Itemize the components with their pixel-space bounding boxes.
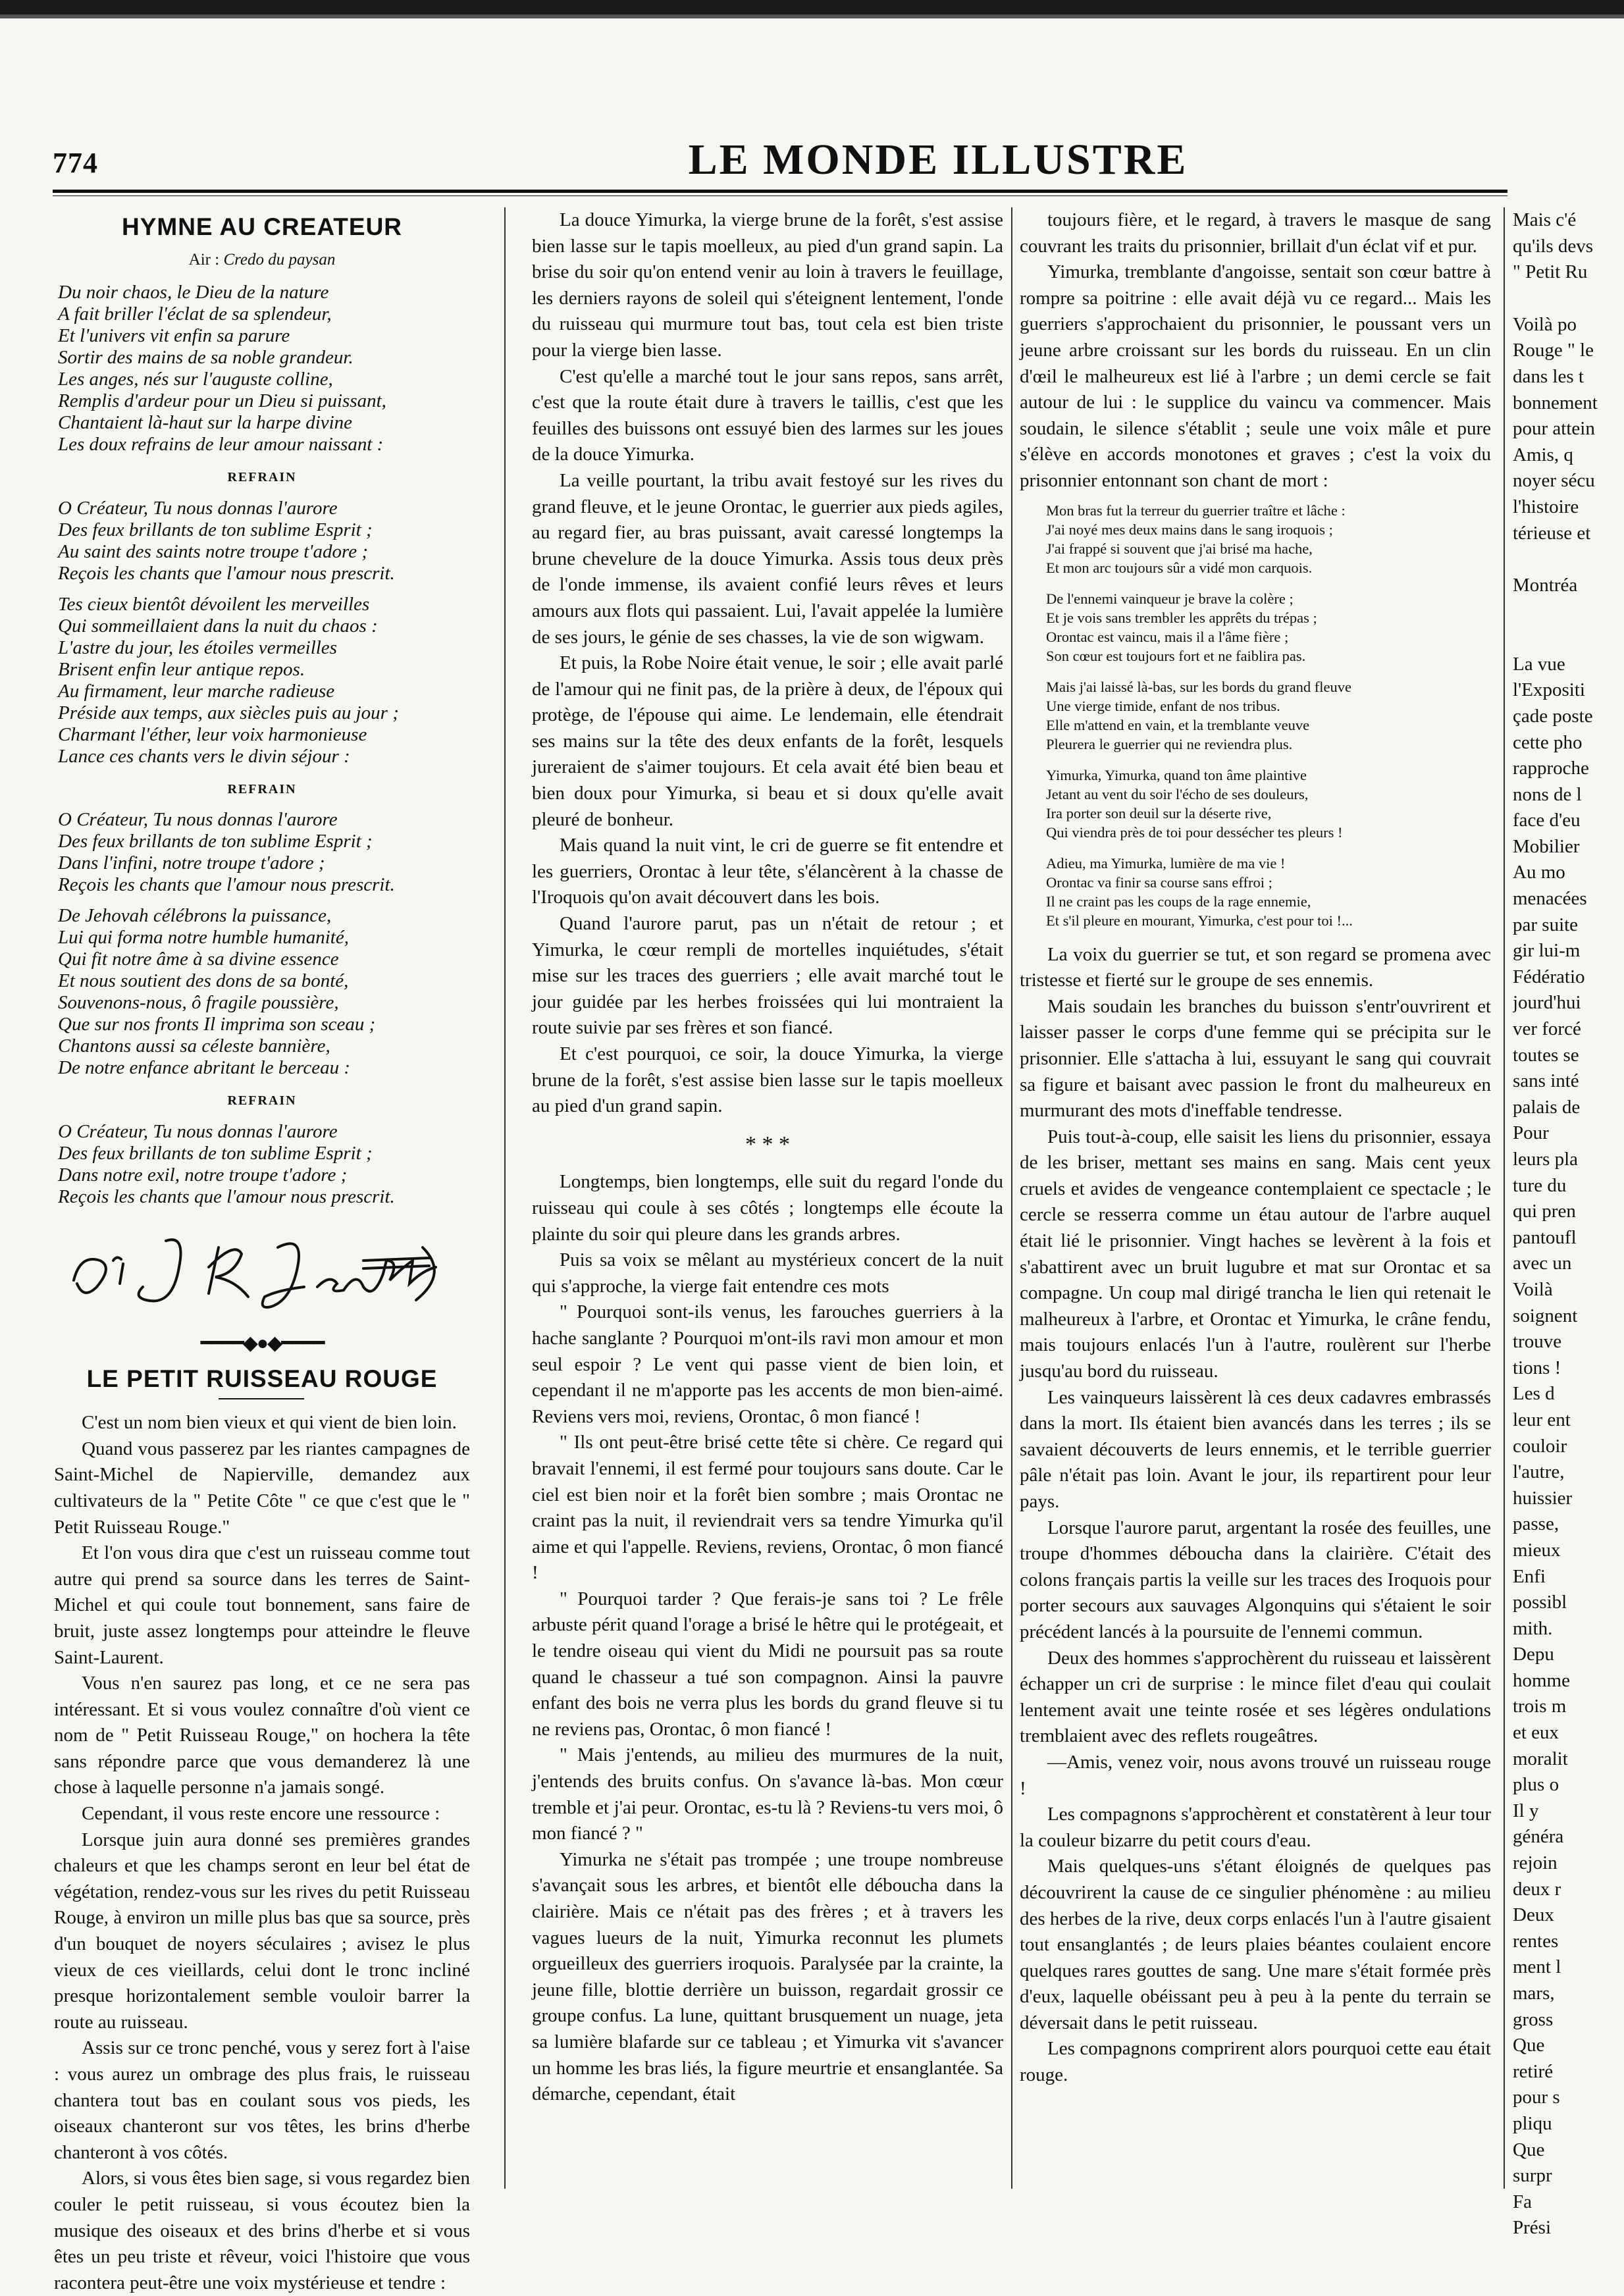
paragraph: Mais quelques-uns s'étant éloignés de quelques pas découvrirent la cause de ce singulier phénomène : au milieu des herbes de la rive, deux corps enlacés l'un à l'autre gisaient tout ensanglantés ; de leurs plaies béantes coulaient encore quelques rares gouttes de sang. Une mare s'était formée près d'eux, laquelle obéissant peu à peu à la pente du terrain se déversait dans le petit ruisseau. — [1020, 1856, 1491, 2033]
verse-line: Charmant l'éther, leur voix harmonieuse — [58, 723, 367, 745]
section-ornament: ━━━━◆●◆━━━━ — [200, 1332, 324, 1354]
paragraph: Mais soudain les branches du buisson s'entr'ouvrirent et laisser passer le corps d'une femme qui se précipita sur le prisonnier. Elle s'attacha à lui, essuyant le sang qui couvrait sa figure et baisant avec passion le front du malheureux en murmurant des mots d'ineffable tendresse. — [1020, 995, 1491, 1122]
paragraph: Lorsque juin aura donné ses premières grandes chaleurs et que les champs seront en leur bel état de végétation, rendez-vous sur les rives du petit Ruisseau Rouge, à environ un mille plus bas que sa source, près d'un bouquet de noyers séculaires ; avisez le plus vieux de ces vieillards, celui dont le tronc incliné presque horizontalement semble vouloir barrer la route au ruisseau. — [54, 1829, 470, 2033]
poem-line: Il ne craint pas les coups de la rage ennemie, — [1046, 893, 1311, 910]
cropped-line: leur ent — [1513, 1409, 1571, 1430]
cropped-line: trouve — [1513, 1331, 1562, 1353]
poem-line: Mon bras fut la terreur du guerrier traître et lâche : — [1046, 502, 1346, 519]
poem-line: Et s'il pleure en mourant, Yimurka, c'est pour toi !... — [1046, 912, 1353, 929]
cropped-line: " Petit Ru — [1513, 261, 1588, 283]
paragraph: Vous n'en saurez pas long, et ce ne sera pas intéressant. Et si vous voulez connaître d'où vient ce nom de " Petit Ruisseau Rouge," on hochera la tête sans répondre parce que vous demanderez là une chose à laquelle personne n'a jamais songé. — [54, 1673, 470, 1798]
paragraph: Mais quand la nuit vint, le cri de guerre se fit entendre et les guerriers, Orontac à leur tête, s'élancèrent à la chasse de l'Iroquois qu'on avait découvert dans les bois. — [532, 835, 1003, 908]
verse-line: O Créateur, Tu nous donnas l'aurore — [58, 1120, 338, 1142]
verse-line: Chantaient là-haut sur la harpe divine — [58, 412, 353, 434]
cropped-line: retiré — [1513, 2060, 1554, 2082]
story-part-3 — [1020, 207, 1491, 494]
air-label: Air : — [188, 250, 220, 269]
cropped-line: passe, — [1513, 1513, 1559, 1535]
verse-line: O Créateur, Tu nous donnas l'aurore — [58, 809, 338, 831]
ruisseau-intro — [54, 1410, 470, 2296]
cropped-line: Fa — [1513, 2191, 1532, 2212]
cropped-line: Prési — [1513, 2217, 1551, 2239]
paragraph: Quand vous passerez par les riantes campagnes de Saint-Michel de Napierville, demandez aux cultivateurs de la " Petite Côte " ce que c'est que le " Petit Ruisseau Rouge." — [54, 1438, 470, 1538]
verse-line: Préside aux temps, aux siècles puis au jour ; — [58, 702, 399, 723]
column-4-cropped — [1513, 207, 1624, 2241]
cropped-line: Que — [1513, 2139, 1545, 2160]
verse-line: Remplis d'ardeur pour un Dieu si puissant, — [58, 390, 386, 412]
cropped-line: Amis, q — [1513, 444, 1573, 465]
page-number: 774 — [53, 147, 98, 179]
column-divider-3 — [1504, 207, 1505, 2189]
poem-stanza — [1046, 589, 1491, 665]
cropped-line: Depu — [1513, 1644, 1554, 1665]
verse-line: Au firmament, leur marche radieuse — [58, 680, 335, 702]
refrain-label: REFRAIN — [227, 1093, 297, 1109]
top-printed-band — [0, 0, 1624, 14]
journal-title: LE MONDE ILLUSTRE — [688, 136, 1188, 184]
verse-line: Reçois les chants que l'amour nous prescrit. — [58, 1186, 395, 1207]
column-4-gap — [1513, 546, 1624, 573]
paragraph: Yimurka, tremblante d'angoisse, sentait son cœur battre à rompre sa poitrine : elle avait déjà vu ce regard... Mais les guerriers s'approchaient du prisonnier, le poussant vers un jeune arbre croissant sur les bords du ruisseau. En un clin d'œil le malheureux est lié à l'arbre ; un demi cercle se fait autour de lui : le supplice du vaincu va commencer. Mais soudain, le silence s'établit ; seule une voix mâle et pure s'élève en accords monotones et graves ; c'est la voix du prisonnier entonnant son chant de mort : — [1020, 261, 1491, 491]
cropped-line: noyer sécu — [1513, 470, 1595, 492]
paragraph: Puis tout-à-coup, elle saisit les liens du prisonnier, essaya de les briser, mettant ses mains en sang. Mais cent yeux cruels et avides de vengeance contemplaient ce spectacle ; le cercle se resserra comme un étau autour de l'arbre auquel était lié le prisonnier. Vingt haches se levèrent à la fois et s'abattirent avec un bruit lugubre et mat sur Orontac et sa compagne. Un coup mal dirigé trancha le lien qui retenait le malheureux à l'arbre, et Orontac et Yimurka, le crâne fendu, mais toujours enlacés l'un à l'autre, roulèrent sur l'herbe jusqu'au bord du ruisseau. — [1020, 1126, 1491, 1382]
cropped-line: leurs pla — [1513, 1149, 1579, 1170]
cropped-line: nons de l — [1513, 783, 1582, 805]
cropped-line: Montréa — [1513, 575, 1578, 596]
cropped-line: pliqu — [1513, 2112, 1552, 2134]
verse-line: Dans notre exil, notre troupe t'adore ; — [58, 1164, 348, 1186]
verse-line: Et l'univers vit enfin sa parure — [58, 325, 290, 347]
cropped-line: rejoin — [1513, 1852, 1558, 1874]
story-part-2 — [532, 1169, 1003, 2107]
poem-line: Adieu, ma Yimurka, lumière de ma vie ! — [1046, 854, 1286, 872]
cropped-line: couloir — [1513, 1435, 1567, 1457]
cropped-line: mith. — [1513, 1617, 1553, 1639]
column-4-gap — [1513, 599, 1624, 625]
cropped-line: Voilà po — [1513, 313, 1577, 335]
cropped-line: gir lui-m — [1513, 940, 1581, 962]
cropped-line: l'Expositi — [1513, 679, 1585, 701]
top-printed-band-shadow — [0, 14, 1624, 18]
poem-stanza — [1046, 854, 1491, 930]
paragraph: —Amis, venez voir, nous avons trouvé un ruisseau rouge ! — [1020, 1751, 1491, 1799]
verse-line: L'astre du jour, les étoiles vermeilles — [58, 637, 337, 658]
cropped-line: bonnement — [1513, 392, 1598, 413]
cropped-line: Rouge " le — [1513, 340, 1594, 361]
cropped-line: généra — [1513, 1826, 1564, 1848]
paragraph: " Ils ont peut-être brisé cette tête si chère. Ce regard qui bravait l'ennemi, il est fermé pour toujours sans doute. Car le ciel est bien noir et la forêt bien sombre ; mais Orontac ne craint pas la nuit, il reviendrait vers sa tendre Yimurka qu'il aime et qui l'appelle. Reviens, reviens, Orontac, ô mon fiancé ! — [532, 1432, 1003, 1584]
death-song-poem — [1046, 501, 1491, 930]
refrain-label: REFRAIN — [227, 781, 297, 796]
paragraph: Les compagnons comprirent alors pourquoi cette eau était rouge. — [1020, 2038, 1491, 2086]
paragraph: Longtemps, bien longtemps, elle suit du regard l'onde du ruisseau qui coule à ses côtés ; longtemps elle écoute la plainte du soir qui pleure dans les grands arbres. — [532, 1171, 1003, 1245]
paragraph: La voix du guerrier se tut, et son regard se promena avec tristesse et fierté sur le groupe de ses ennemis. — [1020, 943, 1491, 991]
cropped-line: ment l — [1513, 1956, 1561, 1978]
verse-line: Au saint des saints notre troupe t'adore ; — [58, 540, 368, 562]
cropped-line: deux r — [1513, 1878, 1561, 1900]
verse-line: Souvenons-nous, ô fragile poussière, — [58, 992, 339, 1014]
poem-line: Jetant au vent du soir l'écho de ses douleurs, — [1046, 785, 1309, 802]
cropped-line: mars, — [1513, 1983, 1555, 2004]
paragraph: Les vainqueurs laissèrent là ces deux cadavres embrassés dans la mort. Ils étaient bien avancés dans les terres ; ils se savaient découverts de leurs ennemis, et le terrible guerrier pâle n'était pas loin. Avant le jour, ils repartirent pour leur pays. — [1020, 1386, 1491, 1512]
verse-line: De notre enfance abritant le berceau : — [58, 1057, 350, 1079]
cropped-line: Au mo — [1513, 862, 1565, 883]
paragraph: " Mais j'entends, au milieu des murmures de la nuit, j'entends des bruits confus. On s'avance là-bas. Mon cœur tremble et j'ai peur. Orontac, es-tu là ? Reviens-tu vers moi, ô mon fiancé ? " — [532, 1744, 1003, 1844]
poem-line: Et je vois sans trembler les apprêts du trépas ; — [1046, 609, 1317, 626]
poem-line: Orontac va finir sa course sans effroi ; — [1046, 874, 1272, 891]
hymne-stanza — [58, 809, 470, 896]
cropped-line: et eux — [1513, 1722, 1559, 1744]
paragraph: C'est qu'elle a marché tout le jour sans repos, sans arrêt, c'est que la route était dure à travers le taillis, c'est que les feuilles des buissons ont essuyé bien des larmes sur les joues de la douce Yimurka. — [532, 365, 1003, 465]
paragraph: toujours fière, et le regard, à travers le masque de sang couvrant les traits du prisonnier, brillait d'un éclat vif et pur. — [1020, 209, 1491, 257]
hymne-air — [54, 247, 470, 273]
cropped-line: l'autre, — [1513, 1461, 1565, 1483]
cropped-line: palais de — [1513, 1096, 1581, 1118]
verse-line: Sortir des mains de sa noble grandeur. — [58, 347, 354, 369]
cropped-line: Les d — [1513, 1383, 1555, 1405]
cropped-line: Que — [1513, 2035, 1545, 2056]
column-2 — [532, 207, 1003, 2108]
hymne-stanza — [58, 1121, 470, 1208]
paragraph: C'est un nom bien vieux et qui vient de bien loin. — [82, 1412, 457, 1434]
cropped-line: trois m — [1513, 1696, 1567, 1717]
cropped-line: pantoufl — [1513, 1226, 1577, 1248]
paragraph: Et puis, la Robe Noire était venue, le soir ; elle avait parlé de l'amour qui ne finit pas, de la prière à deux, de l'époux qui protège, de l'épouse qui aime. Le lendemain, elle étendrait ses mains sur la tête des deux enfants de la forêt, lesquels jureraient de s'aimer toujours. Et cela avait été bien beau et bien doux pour Yimurka, si beau et si doux qu'elle avait pleuré de bonheur. — [532, 652, 1003, 830]
verse-line: Brisent enfin leur antique repos. — [58, 658, 305, 680]
verse-line: Les anges, nés sur l'auguste colline, — [58, 369, 333, 390]
verse-line: Chantons aussi sa céleste bannière, — [58, 1035, 330, 1057]
verse-line: De Jehovah célébrons la puissance, — [58, 905, 332, 927]
poem-line: Qui viendra près de toi pour dessécher tes pleurs ! — [1046, 823, 1343, 841]
cropped-line: térieuse et — [1513, 522, 1591, 544]
cropped-line: rapproche — [1513, 758, 1589, 779]
column-1 — [54, 207, 470, 2296]
story-part-4 — [1020, 942, 1491, 2089]
paragraph: La veille pourtant, la tribu avait festoyé sur les rives du grand fleuve, et le jeune Orontac, le guerrier aux pieds agiles, au regard fier, au bras puissant, avait caressé longtemps la brune chevelure de la douce Yimurka. Assis tous deux près de l'onde immense, ils avaient confié leurs rêves et leurs amours aux flots qui passaient. Lui, l'avait appelée la lumière de ses jours, le génie de ses chasses, la vie de son wigwam. — [532, 469, 1003, 648]
cropped-line: Voilà — [1513, 1278, 1553, 1300]
section-separator: * * * — [745, 1132, 790, 1157]
cropped-line: par suite — [1513, 914, 1579, 935]
poem-stanza — [1046, 766, 1491, 842]
poem-line: Mais j'ai laissé là-bas, sur les bords du grand fleuve — [1046, 678, 1351, 695]
cropped-line: qu'ils devs — [1513, 235, 1594, 257]
paragraph: Cependant, il vous reste encore une ressource : — [82, 1803, 440, 1825]
cropped-line: Enfi — [1513, 1565, 1546, 1587]
verse-line: O Créateur, Tu nous donnas l'aurore — [58, 497, 338, 519]
poem-line: J'ai frappé si souvent que j'ai brisé ma hache, — [1046, 540, 1313, 557]
column-4-gap — [1513, 625, 1624, 652]
poem-line: Yimurka, Yimurka, quand ton âme plaintive — [1046, 766, 1307, 783]
cropped-line: homme — [1513, 1669, 1570, 1691]
verse-line: Dans l'infini, notre troupe t'adore ; — [58, 852, 325, 874]
paragraph: Lorsque l'aurore parut, argentant la rosée des feuilles, une troupe d'hommes déboucha dans la clairière. C'était des colons français partis la veille sur les traces des Iroquois pour porter secours aux sauvages Algonquins qui s'étaient le soir précédent lancés à la poursuite de l'ennemi commun. — [1020, 1517, 1491, 1642]
verse-line: Des feux brillants de ton sublime Esprit ; — [58, 1142, 373, 1164]
cropped-line: possibl — [1513, 1592, 1567, 1613]
verse-line: Les doux refrains de leur amour naissant : — [58, 434, 384, 456]
hymne-stanza — [58, 282, 470, 456]
cropped-line: cette pho — [1513, 731, 1583, 753]
cropped-line: huissier — [1513, 1487, 1573, 1509]
paragraph: Deux des hommes s'approchèrent du ruisseau et laissèrent échapper un cri de surprise : le mince filet d'eau qui coulait lentement avait une teinte rosée et ses légères ondulations tremblaient avec des reflets rougeâtres. — [1020, 1647, 1491, 1747]
paragraph: Puis sa voix se mêlant au mystérieux concert de la nuit qui s'approche, la vierge fait entendre ces mots — [532, 1249, 1003, 1297]
column-3 — [1020, 207, 1491, 2089]
paragraph: Yimurka ne s'était pas trompée ; une troupe nombreuse s'avançait sous les arbres, et bientôt elle déboucha dans la clairière. Mais ce n'était pas des frères ; et à travers les vagues lueurs de la nuit, Yimurka reconnut les plumets orgueilleux des guerriers iroquois. Paralysée par la crainte, la jeune fille, blottie derrière un buisson, regardait grossir ce groupe confus. La lune, quittant brusquement un nuage, jeta sa lumière blafarde sur ce tableau ; et Yimurka vit s'avancer un homme les bras liés, la figure meurtrie et ensanglantée. Sa démarche, cependant, était — [532, 1848, 1003, 2105]
column-divider-1 — [504, 207, 506, 2189]
paragraph: Les compagnons s'approchèrent et constatèrent à leur tour la couleur bizarre du petit cours d'eau. — [1020, 1804, 1491, 1851]
paragraph: Alors, si vous êtes bien sage, si vous regardez bien couler le petit ruisseau, si vous écoutez bien la musique des oiseaux et des brins d'herbe et si vous êtes un peu triste et rêveur, voici l'histoire que vous racontera peut-être une voix mystérieuse et tendre : — [54, 2168, 470, 2293]
handwritten-signature-graphic — [54, 1221, 470, 1320]
hymne-stanza — [58, 498, 470, 585]
cropped-line: Mais c'é — [1513, 209, 1577, 230]
cropped-line: sans inté — [1513, 1070, 1579, 1092]
title-underline — [219, 1398, 304, 1399]
verse-line: Lui qui forma notre humble humanité, — [58, 927, 349, 949]
ruisseau-title: LE PETIT RUISSEAU ROUGE — [86, 1365, 438, 1392]
poem-line: Pleurera le guerrier qui ne reviendra plus. — [1046, 735, 1293, 752]
paragraph: Et l'on vous dira que c'est un ruisseau comme tout autre qui prend sa source dans les terres de Saint-Michel et qui coule tout bonnement, sans faire de bruit, juste assez longtemps pour atteindre le fleuve Saint-Laurent. — [54, 1542, 470, 1668]
verse-line: Des feux brillants de ton sublime Esprit ; — [58, 519, 373, 540]
column-4-gap — [1513, 286, 1624, 312]
verse-line: Des feux brillants de ton sublime Esprit ; — [58, 831, 373, 852]
paragraph: Assis sur ce tronc penché, vous y serez fort à l'aise : vous aurez un ombrage des plus frais, le ruisseau chantera tout bas en coulant sous vos pieds, les oiseaux chanteront sur vos têtes, les brins d'herbe chanteront à vos côtés. — [54, 2037, 470, 2163]
cropped-line: rentes — [1513, 1930, 1559, 1952]
cropped-line: avec un — [1513, 1253, 1572, 1274]
verse-line: Qui fit notre âme à sa divine essence — [58, 949, 339, 970]
hymne-stanza — [58, 905, 470, 1079]
verse-line: Reçois les chants que l'amour nous prescrit. — [58, 874, 395, 896]
hymne-title: HYMNE AU CREATEUR — [121, 213, 403, 240]
poem-line: De l'ennemi vainqueur je brave la colère ; — [1046, 590, 1294, 607]
cropped-line: ver forcé — [1513, 1018, 1581, 1040]
paragraph: " Pourquoi sont-ils venus, les farouches guerriers à la hache sanglante ? Pourquoi m'ont-ils ravi mon amour et mon seul espoir ? Le vent qui passe vient de bien loin, et cependant il ne m'apporte pas les accents de mon bien-aimé. Reviens vers moi, reviens, Orontac, ô mon fiancé ! — [532, 1301, 1003, 1427]
verse-line: Et nous soutient des dons de sa bonté, — [58, 970, 349, 992]
cropped-line: toutes se — [1513, 1044, 1579, 1066]
poem-stanza — [1046, 677, 1491, 754]
column-divider-2 — [1011, 207, 1012, 2189]
story-part-1 — [532, 207, 1003, 1120]
verse-line: Tes cieux bientôt dévoilent les merveilles — [58, 593, 370, 615]
cropped-line: pour attein — [1513, 418, 1595, 440]
poem-line: Orontac est vaincu, mais il a l'âme fière ; — [1046, 628, 1289, 645]
cropped-line: plus o — [1513, 1774, 1559, 1796]
cropped-line: menacées — [1513, 888, 1587, 910]
poem-line: Ira porter son deuil sur la déserte rive, — [1046, 804, 1272, 822]
paragraph: Et c'est pourquoi, ce soir, la douce Yimurka, la vierge brune de la forêt, s'est assise bien lasse sur le tapis moelleux au pied d'un grand sapin. — [532, 1043, 1003, 1117]
cropped-line: pour s — [1513, 2087, 1560, 2108]
cropped-line: Fédératio — [1513, 966, 1585, 987]
verse-line: Reçois les chants que l'amour nous prescrit. — [58, 562, 395, 584]
hymne-stanzas — [54, 282, 470, 1208]
header-rule — [53, 190, 1507, 193]
cropped-line: l'histoire — [1513, 496, 1579, 517]
cropped-line: gross — [1513, 2008, 1554, 2030]
cropped-line: Pour — [1513, 1122, 1549, 1144]
poem-line: J'ai noyé mes deux mains dans le sang iroquois ; — [1046, 521, 1333, 538]
poem-line: Son cœur est toujours fort et ne faiblira pas. — [1046, 647, 1306, 664]
poem-line: Une vierge timide, enfant de nos tribus. — [1046, 697, 1280, 714]
refrain-label: REFRAIN — [227, 470, 297, 485]
cropped-line: surpr — [1513, 2165, 1552, 2187]
poem-line: Et mon arc toujours sûr a vidé mon carquois. — [1046, 559, 1313, 576]
paragraph: " Pourquoi tarder ? Que ferais-je sans toi ? Le frêle arbuste périt quand l'orage a brisé le hêtre qui le protégeait, et le tendre oiseau qui vient du Midi ne poursuit pas sa route quand le chasseur a tué son compagnon. Ainsi la pauvre enfant des bois ne verra plus les bords du grand fleuve si tu ne reviens pas, Orontac, ô mon fiancé ! — [532, 1588, 1003, 1740]
paragraph: La douce Yimurka, la vierge brune de la forêt, s'est assise bien lasse sur le tapis moelleux, au pied d'un grand sapin. La brise du soir qu'on entend venir au loin à travers le feuillage, les derniers rayons de soleil qui s'éteignent lentement, l'onde du ruisseau qui murmure tout bas, tout cela est bien triste pour la vierge bien lasse. — [532, 209, 1003, 361]
cropped-line: moralit — [1513, 1748, 1568, 1769]
verse-line: Lance ces chants vers le divin séjour : — [58, 745, 350, 767]
cropped-line: jourd'hui — [1513, 992, 1581, 1014]
verse-line: Que sur nos fronts Il imprima son sceau ; — [58, 1014, 376, 1035]
hymne-stanza — [58, 594, 470, 768]
cropped-line: soignent — [1513, 1305, 1578, 1326]
cropped-line: Mobilier — [1513, 835, 1580, 857]
verse-line: A fait briller l'éclat de sa splendeur, — [58, 303, 332, 325]
poem-stanza — [1046, 501, 1491, 577]
cropped-line: ture du — [1513, 1174, 1567, 1196]
verse-line: Du noir chaos, le Dieu de la nature — [58, 282, 329, 303]
signature — [54, 1221, 470, 1320]
cropped-line: mieux — [1513, 1539, 1561, 1561]
cropped-line: çade poste — [1513, 705, 1593, 727]
verse-line: Qui sommeillaient dans la nuit du chaos : — [58, 615, 378, 637]
cropped-line: Il y — [1513, 1800, 1539, 1821]
cropped-line: dans les t — [1513, 365, 1584, 387]
air-title: Credo du paysan — [223, 250, 336, 269]
cropped-line: face d'eu — [1513, 810, 1581, 831]
cropped-line: tions ! — [1513, 1357, 1561, 1378]
cropped-line: La vue — [1513, 653, 1565, 675]
poem-line: Elle m'attend en vain, et la tremblante veuve — [1046, 716, 1310, 733]
paragraph: Quand l'aurore parut, pas un n'était de retour ; et Yimurka, le cœur rempli de mortelles inquiétudes, s'était mise sur les traces des guerriers ; elle avait marché tout le jour guidée par les herbes froissées qui lui montraient la route suivie par ses frères et son fiancé. — [532, 913, 1003, 1039]
cropped-line: qui pren — [1513, 1201, 1576, 1222]
cropped-line: Deux — [1513, 1904, 1554, 1926]
